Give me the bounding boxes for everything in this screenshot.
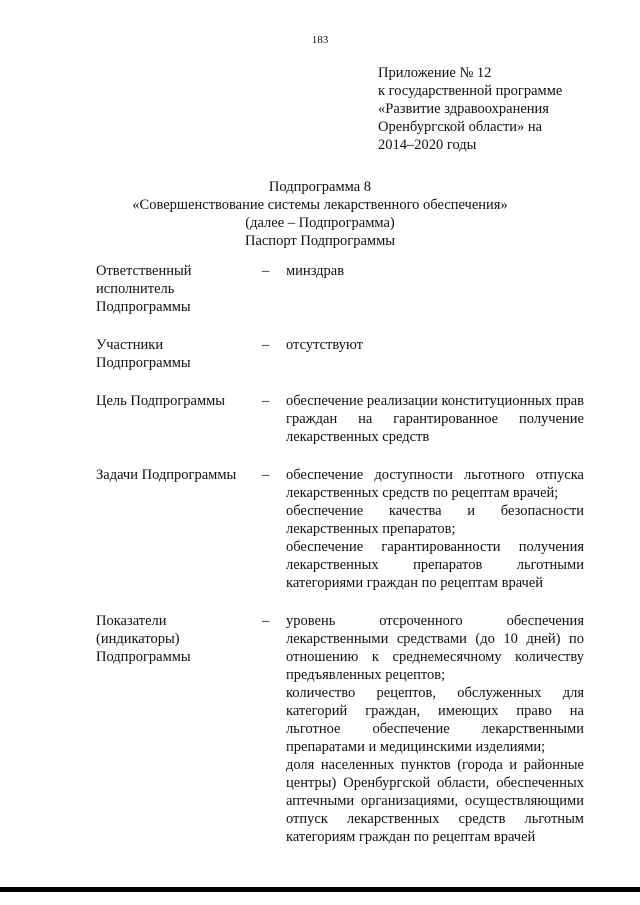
row-value (286, 336, 584, 354)
passport-table (96, 262, 586, 846)
value-paragraph: обеспечение доступности льготного отпуска лекарственных средств по рецептам врачей; (286, 467, 584, 501)
value-paragraph: количество рецептов, обслуженных для категорий граждан, имеющих право на льготное обеспечение лекарственными препаратами и медицинскими изделиями; (286, 685, 584, 755)
title-line: (далее – Подпрограмма) (245, 215, 395, 231)
label-line: Цель Подпрограммы (96, 393, 226, 409)
row-dash: – (262, 467, 270, 483)
value-paragraph: отсутствуют (286, 337, 363, 353)
label-line: Задачи Подпрограммы (96, 467, 237, 483)
row-label (96, 336, 262, 372)
label-line: (индикаторы) (96, 631, 180, 647)
appendix-line: Оренбургской области» на (378, 119, 543, 135)
row-label (96, 612, 262, 666)
appendix-line: «Развитие здравоохранения (378, 101, 549, 117)
passport-row-tasks (96, 466, 586, 592)
row-dash: – (262, 613, 270, 629)
row-dash: – (262, 393, 270, 409)
appendix-line: 2014–2020 годы (378, 137, 477, 153)
title-line: «Совершенствование системы лекарственного обеспечения» (132, 197, 508, 213)
row-label (96, 262, 262, 316)
row-label (96, 466, 262, 484)
passport-row-goal (96, 392, 586, 446)
row-value (286, 262, 584, 280)
label-line: Ответственный (96, 263, 192, 279)
passport-row-participants (96, 336, 586, 372)
row-value (286, 392, 584, 446)
value-paragraph: минздрав (286, 263, 345, 279)
passport-row-responsible (96, 262, 586, 316)
appendix-note (378, 64, 618, 154)
bottom-divider (0, 887, 640, 892)
page-number: 183 (311, 34, 329, 46)
label-line: Участники (96, 337, 164, 353)
label-line: исполнитель (96, 281, 175, 297)
value-paragraph: обеспечение гарантированности получения лекарственных препаратов льготными категориями граждан по рецептам врачей (286, 539, 584, 591)
title-line: Подпрограмма 8 (268, 179, 372, 195)
value-paragraph: обеспечение качества и безопасности лекарственных препаратов; (286, 503, 584, 537)
label-line: Подпрограммы (96, 649, 191, 665)
row-label (96, 392, 262, 410)
row-value (286, 612, 584, 846)
label-line: Подпрограммы (96, 299, 191, 315)
value-paragraph: обеспечение реализации конституционных прав граждан на гарантированное получение лекарственных средств (286, 393, 584, 445)
subprogram-title (0, 178, 640, 250)
passport-row-indicators (96, 612, 586, 846)
row-dash: – (262, 337, 270, 353)
appendix-line: Приложение № 12 (378, 65, 492, 81)
label-line: Подпрограммы (96, 355, 191, 371)
value-paragraph: доля населенных пунктов (города и районные центры) Оренбургской области, обеспеченных аптечными организациями, осуществляющими отпуск лекарственных средств льготным категориям граждан по рецептам врачей (286, 757, 584, 845)
label-line: Показатели (96, 613, 167, 629)
value-paragraph: уровень отсроченного обеспечения лекарственными средствами (до 10 дней) по отношению к среднемесячному количеству предъявленных рецептов; (286, 613, 584, 683)
appendix-line: к государственной программе (378, 83, 563, 99)
row-dash: – (262, 263, 270, 279)
title-line: Паспорт Подпрограммы (244, 233, 396, 249)
row-value (286, 466, 584, 592)
